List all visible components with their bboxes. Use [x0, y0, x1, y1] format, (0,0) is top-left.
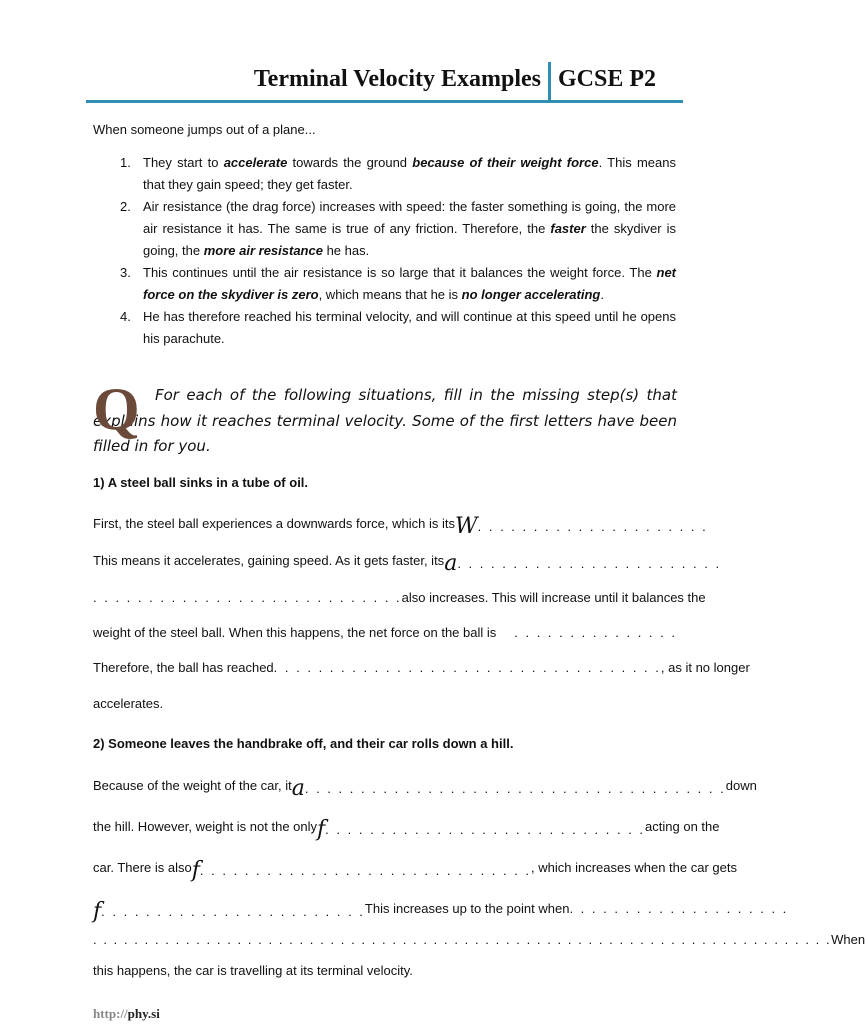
s2-line-1-end: down — [725, 778, 757, 793]
s2-line-3 — [93, 858, 737, 883]
answer-blank[interactable]: . . . . . . . . . . . . . . . . . . . . . . . . . . . . . . . . . . . — [273, 660, 661, 675]
s1-line-5 — [93, 660, 750, 675]
answer-blank[interactable]: . . . . . . . . . . . . . . . — [514, 625, 677, 640]
step-text: he has. — [322, 243, 370, 258]
answer-blank[interactable]: . . . . . . . . . . . . . . . . . . . . . . . . — [101, 904, 365, 919]
step-text: , which means that he is — [318, 287, 462, 302]
footer-domain: phy.si — [127, 1006, 160, 1021]
step-emphasis: more air resistance — [203, 243, 323, 258]
header-rule — [86, 100, 683, 103]
s1-line-3-text: also increases. This will increase until it balances the — [401, 590, 706, 605]
answer-blank[interactable]: . . . . . . . . . . . . . . . . . . . . . . . . . . . . — [93, 590, 402, 605]
s2-line-2-text: the hill. However, weight is not the only — [93, 819, 318, 834]
s2-line-5 — [93, 932, 865, 947]
answer-blank[interactable]: . . . . . . . . . . . . . . . . . . . . . . . . — [457, 556, 722, 571]
step-emphasis: faster — [550, 221, 586, 236]
s2-line-3-text: car. There is also — [93, 860, 192, 875]
s1-line-2-text: This means it accelerates, gaining speed. As it gets faster, its — [93, 553, 445, 568]
step-text: towards the ground — [287, 155, 413, 170]
s2-line-4 — [93, 899, 789, 924]
answer-blank[interactable]: . . . . . . . . . . . . . . . . . . . . . — [477, 519, 708, 534]
s2-line-1 — [93, 776, 757, 801]
page-header — [86, 62, 683, 104]
footer-link[interactable] — [93, 1006, 160, 1022]
step-text: This continues until the air resistance is so large that it balances the weight force. The — [143, 265, 657, 280]
list-item — [93, 196, 676, 262]
s1-line-4 — [93, 625, 677, 640]
answer-blank[interactable]: . . . . . . . . . . . . . . . . . . . . . . . . . . . . . . — [199, 863, 532, 878]
s2-line-1-text: Because of the weight of the car, it — [93, 778, 292, 793]
s2-line-2-end: acting on the — [645, 819, 720, 834]
s1-line-2 — [93, 551, 722, 576]
step-text: He has therefore reached his terminal velocity, and will continue at this speed until he opens his parachute. — [143, 309, 676, 346]
step-emphasis: because of their weight force — [412, 155, 599, 170]
section-1-title: 1) A steel ball sinks in a tube of oil. — [93, 475, 309, 490]
answer-blank[interactable]: . . . . . . . . . . . . . . . . . . . . . . . . . . . . . . . . . . . . . . . . . . . . . . . . . . . . . . . . . . . . . . . . . . . . . . . . — [93, 932, 832, 947]
s2-line-4-text: This increases up to the point when — [364, 901, 570, 916]
s1-line-3 — [93, 590, 706, 605]
handwritten-hint-a: a — [291, 776, 305, 801]
question-block — [93, 376, 677, 460]
handwritten-hint-f: f — [191, 858, 200, 883]
header-divider — [548, 62, 551, 100]
intro-text: When someone jumps out of a plane... — [93, 122, 316, 137]
handwritten-hint-f: f — [317, 817, 326, 842]
s2-line-5-end: When — [831, 932, 865, 947]
step-text: . This means that they gain speed; they get faster. — [143, 155, 676, 192]
course-code: GCSE P2 — [558, 66, 657, 92]
footer-protocol: http:// — [93, 1006, 128, 1021]
list-item — [93, 306, 676, 350]
section-2-title: 2) Someone leaves the handbrake off, and their car rolls down a hill. — [93, 736, 514, 751]
handwritten-hint-a: a — [444, 551, 458, 576]
question-text: For each of the following situations, fill in the missing step(s) that explains how it reaches terminal velocity. Some of the first letters have been filled in for you. — [93, 386, 677, 455]
page-title: Terminal Velocity Examples — [253, 66, 541, 92]
list-item — [93, 262, 676, 306]
step-emphasis: accelerate — [223, 155, 288, 170]
list-item — [93, 152, 676, 196]
s1-line-6: accelerates. — [93, 696, 164, 711]
steps-list — [93, 152, 676, 350]
step-number: 1. — [120, 155, 131, 170]
handwritten-hint-f: f — [93, 899, 102, 924]
answer-blank[interactable]: . . . . . . . . . . . . . . . . . . . . . . . . . . . . . . . . . . . . . . — [304, 781, 726, 796]
s2-line-2 — [93, 817, 720, 842]
s1-line-1 — [93, 514, 708, 539]
s1-line-1-text: First, the steel ball experiences a downwards force, which is its — [93, 516, 455, 531]
q-icon: Q — [93, 376, 140, 442]
step-emphasis: no longer accelerating — [461, 287, 601, 302]
s1-line-4-text: weight of the steel ball. When this happens, the net force on the ball is — [93, 625, 497, 640]
handwritten-hint-w: W — [455, 514, 478, 539]
s2-line-6: this happens, the car is travelling at its terminal velocity. — [93, 963, 413, 978]
s1-line-5-text: Therefore, the ball has reached — [93, 660, 274, 675]
step-text: the skydiver is going, the — [143, 221, 676, 258]
step-text: Air resistance (the drag force) increases with speed: the faster something is going, the more air resistance it has. The same is true of any friction. Therefore, the — [143, 199, 676, 236]
step-number: 3. — [120, 265, 131, 280]
step-number: 2. — [120, 199, 131, 214]
answer-blank[interactable]: . . . . . . . . . . . . . . . . . . . . . . . . . . . . . — [325, 822, 646, 837]
s2-line-3-end: , which increases when the car gets — [531, 860, 737, 875]
answer-blank[interactable]: . . . . . . . . . . . . . . . . . . . . — [569, 901, 789, 916]
step-text: They start to — [143, 155, 224, 170]
step-emphasis: net force on the skydiver is zero — [143, 265, 676, 302]
step-number: 4. — [120, 309, 131, 324]
step-text: . — [600, 287, 604, 302]
s1-line-5-end: , as it no longer — [660, 660, 750, 675]
